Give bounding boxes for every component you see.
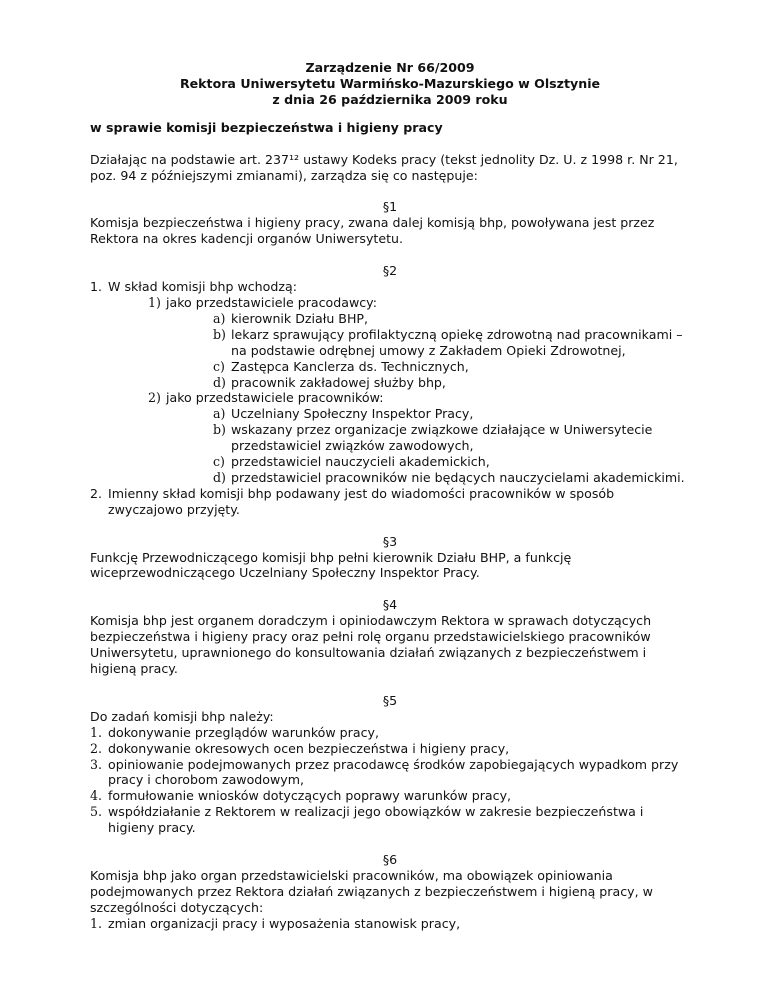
section-2-item-1: W skład komisji bhp wchodzą: [108,279,297,295]
section-5-intro: Do zadań komisji bhp należy: [90,708,274,724]
list-item: 1) jako przedstawiciele pracodawcy: a) kierownik Działu BHP, b) lekarz sprawujący profilaktyczną opiekę zdrowotną nad pracownikami – na podstawie odrębnej umowy z Zakładem Opieki Zdrowotnej, c) Zastępca Kanclerza ds. Technicznych, d) pracownik zakładowej służby bhp, [148,295,690,390]
list-item: b) wskazany przez organizacje związkowe działające w Uniwersytecie przedstawiciel związków zawodowych, [213,422,653,454]
section-3-heading: §3 [382,533,398,549]
intro-paragraph: Działając na podstawie art. 237¹² ustawy Kodeks pracy (tekst jednolity Dz. U. z 1998 r. Nr 21, poz. 94 z późniejszymi zmianami), zarządza się co następuje: [90,151,678,183]
section-3-text: Funkcję Przewodniczącego komisji bhp pełni kierownik Działu BHP, a funkcję wiceprzewodniczącego Uczelniany Społeczny Inspektor Pracy. [90,549,572,581]
list-item: 2. dokonywanie okresowych ocen bezpieczeństwa i higieny pracy, [90,740,510,756]
section-5-list [90,725,690,836]
document-subject: w sprawie komisji bezpieczeństwa i higieny pracy [90,119,443,135]
section-4-text: Komisja bhp jest organem doradczym i opiniodawczym Rektora w sprawach dotyczących bezpieczeństwa i higieny pracy oraz pełni rolę organu przedstawicielskiego pracowników Uniwersytetu, uprawnionego do konsultowania działań związanych z bezpieczeństwem i higieną pracy. [90,613,652,676]
list-item: 1. W skład komisji bhp wchodzą: 1) jako przedstawiciele pracodawcy: a) kierownik Działu BHP, b) lekarz sprawujący profilaktyczną opiekę zdrowotną nad pracownikami – na podstawie odrębnej umowy z Zakładem Opieki Zdrowotnej, c) Zastępca Kanclerza ds. Technicznych, d) pracownik zakładowej służby bhp, 2) jako przedstawiciele pracowników: a) Uczelniany Społeczny Inspektor Pracy, b) wskazany przez organizacje związkowe działające w Uniwersytecie przedstawiciel związków zawodowych, c) przedstawiciel nauczycieli akademickich, d) przedstawiciel pracowników nie będących nauczycielami akademickimi. [90,279,690,486]
employee-reps-label: jako przedstawiciele pracowników: [166,390,384,406]
employer-reps-label: jako przedstawiciele pracodawcy: [166,294,377,310]
list-item: 1. dokonywanie przeglądów warunków pracy, [90,724,379,740]
list-item: 2. Imienny skład komisji bhp podawany jest do wiadomości pracowników w sposób zwyczajowo przyjęty. [90,485,615,517]
list-item: a) kierownik Działu BHP, [213,310,369,326]
list-item: 5. współdziałanie z Rektorem w realizacji jego obowiązków w zakresie bezpieczeństwa i higieny pracy. [90,804,644,836]
document-page [90,60,690,932]
section-6-text: Komisja bhp jako organ przedstawicielski pracowników, ma obowiązek opiniowania podejmowanych przez Rektora działań związanych z bezpieczeństwem i higieną pracy, w szczególności dotyczących: [90,867,653,915]
section-1-heading: §1 [382,199,398,215]
section-6-list [90,916,690,932]
list-item: c) Zastępca Kanclerza ds. Technicznych, [213,358,469,374]
list-item: 2) jako przedstawiciele pracowników: a) Uczelniany Społeczny Inspektor Pracy, b) wskazany przez organizacje związkowe działające w Uniwersytecie przedstawiciel związków zawodowych, c) przedstawiciel nauczycieli akademickich, d) przedstawiciel pracowników nie będących nauczycielami akademickimi. [148,390,690,485]
section-1-text: Komisja bezpieczeństwa i higieny pracy, zwana dalej komisją bhp, powoływana jest przez Rektora na okres kadencji organów Uniwersytetu. [90,215,655,247]
list-item: d) przedstawiciel pracowników nie będących nauczycielami akademickimi. [213,469,685,485]
document-title [90,60,690,108]
list-item: 4. formułowanie wniosków dotyczących poprawy warunków pracy, [90,788,512,804]
title-line-2: Rektora Uniwersytetu Warmińsko-Mazurskiego w Olsztynie [179,75,601,91]
list-item: c) przedstawiciel nauczycieli akademickich, [213,454,490,470]
list-item: 1. zmian organizacji pracy i wyposażenia stanowisk pracy, [90,915,461,931]
title-line-3: z dnia 26 października 2009 roku [272,91,508,107]
list-item: d) pracownik zakładowej służby bhp, [213,374,446,390]
section-6-heading: §6 [382,852,398,868]
section-2-list [90,279,690,518]
section-4-heading: §4 [382,597,398,613]
list-item: b) lekarz sprawujący profilaktyczną opiekę zdrowotną nad pracownikami – na podstawie odrębnej umowy z Zakładem Opieki Zdrowotnej, [213,326,683,358]
list-item: a) Uczelniany Społeczny Inspektor Pracy, [213,406,474,422]
section-2-item-2: Imienny skład komisji bhp podawany jest do wiadomości pracowników w sposób zwyczajowo przyjęty. [108,485,615,517]
section-5-heading: §5 [382,692,398,708]
title-line-1: Zarządzenie Nr 66/2009 [305,60,475,75]
list-item: 3. opiniowanie podejmowanych przez pracodawcę środków zapobiegających wypadkom przy pracy i chorobom zawodowym, [90,756,679,788]
section-2-heading: §2 [382,263,398,279]
